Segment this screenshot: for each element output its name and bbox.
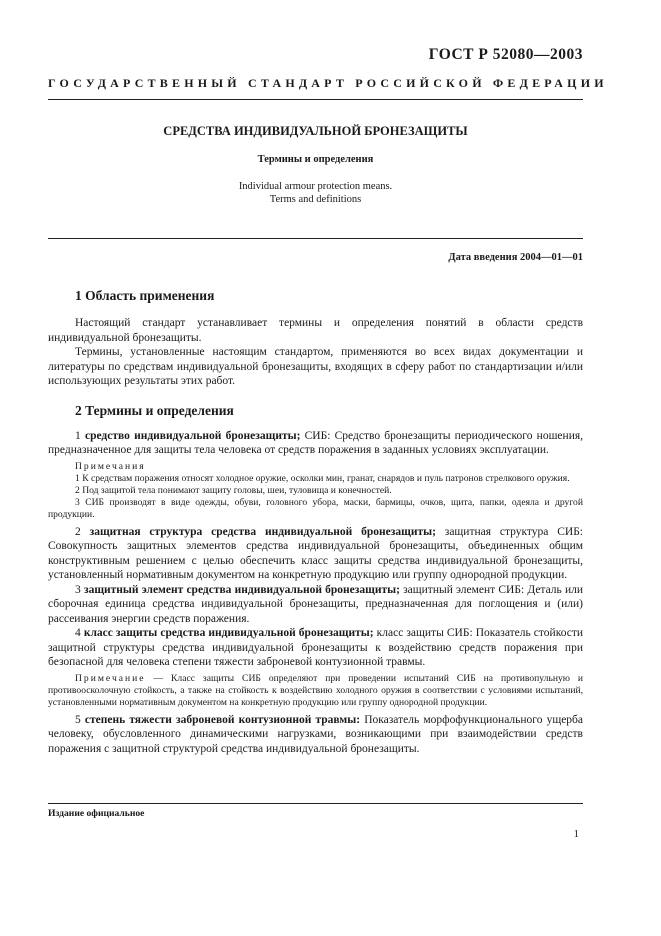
term-1-name: средство индивидуальной бронезащиты;	[84, 429, 301, 442]
footer-rule	[48, 803, 583, 804]
term-3-number: 3	[75, 583, 81, 596]
term-1	[48, 429, 583, 458]
title-rule	[48, 238, 583, 239]
note-1: 1 К средствам поражения относят холодное оружие, осколки мин, гранат, снарядов и пуль патронов стрелкового оружия.	[75, 472, 570, 484]
term-3-name: защитный элемент средства индивидуальной бронезащиты;	[83, 583, 400, 596]
term-2-definition: защитная структура СИБ: Совокупность защитных элементов средства индивидуальной бронезащиты, объединенных общим конструктивным решением с целью обеспечить класс защиты средства индивидуальной бронезащиты, установленный нормативным документом на конкретную продукцию или группу однородной продукции.	[48, 525, 584, 581]
term-4-name: класс защиты средства индивидуальной бронезащиты;	[83, 627, 374, 639]
term-1-definition: СИБ: Средство бронезащиты периодического ношения, предназначенное для защиты тела человека от средств поражения в заданных условиях эксплуатации.	[48, 429, 584, 456]
page-number: 1	[573, 828, 579, 840]
section-1-paragraph-1: Настоящий стандарт устанавливает термины и определения понятий в области средств индивидуальной бронезащиты.	[48, 317, 583, 344]
term-3	[48, 583, 583, 627]
term-4-number: 4	[75, 627, 81, 639]
national-standard-banner: ГОСУДАРСТВЕННЫЙ СТАНДАРТ РОССИЙСКОЙ ФЕДЕРАЦИИ	[48, 76, 608, 90]
introduction-date: Дата введения 2004—01—01	[448, 252, 583, 263]
term-5-number: 5	[75, 713, 81, 726]
english-title-line2: Terms and definitions	[269, 194, 362, 205]
term-4	[48, 626, 583, 670]
document-title: СРЕДСТВА ИНДИВИДУАЛЬНОЙ БРОНЕЗАЩИТЫ	[163, 124, 468, 138]
term-5-name: степень тяжести заброневой контузионной травмы:	[84, 713, 361, 726]
section-1-paragraph-2: Термины, установленные настоящим стандартом, применяются во всех видах документации и литературы по средствам индивидуальной бронезащиты, входящих в сферу работ по стандартизации и/или использующих результаты этих работ.	[48, 346, 583, 387]
term-3-definition: защитный элемент СИБ: Деталь или сборочная единица средства индивидуальной бронезащиты, предназначенная для поглощения и (или) рассеивания энергии средств поражения.	[48, 583, 584, 625]
document-subtitle: Термины и определения	[257, 154, 374, 165]
term-4-note	[48, 673, 583, 709]
english-title-line1: Individual armour protection means.	[238, 181, 393, 192]
note-3: 3 СИБ производят в виде одежды, обуви, головного убора, маски, бармицы, очков, щита, папки, одеяла и другой продукции.	[48, 496, 583, 520]
note-2: 2 Под защитой тела понимают защиту головы, шеи, туловища и конечностей.	[75, 484, 392, 496]
document-body	[48, 286, 583, 756]
notes-heading: Примечания	[75, 460, 146, 472]
term-2-name: защитная структура средства индивидуальной бронезащиты;	[89, 525, 436, 538]
section-2-heading: 2 Термины и определения	[75, 402, 234, 418]
term-4-note-text: — Класс защиты СИБ определяют при проведении испытаний СИБ на противопульную и противоосколочную стойкость, а также на стойкость к воздействию холодного оружия в соответствии с условиями испытаний, установленными нормативным документом на конкретную продукцию или группу однородной продукции.	[48, 672, 583, 708]
term-4-definition: класс защиты СИБ: Показатель стойкости защитной структуры средства индивидуальной бронезащиты к воздействию средств поражения при безопасной для человека степени тяжести заброневой контузионной травмы.	[48, 627, 584, 668]
term-5-definition: Показатель морфофункционального ущерба человеку, обусловленного динамическими нагрузками, возникающими при взаимодействии средств поражения с защитной структурой средства индивидуальной бронезащиты.	[48, 713, 584, 755]
official-edition-label: Издание официальное	[48, 808, 145, 819]
document-id: ГОСТ Р 52080—2003	[428, 46, 583, 63]
term-1-number: 1	[75, 429, 81, 442]
header-rule	[48, 99, 583, 100]
term-2	[48, 525, 583, 583]
term-4-note-label: Примечание	[75, 672, 146, 684]
english-title	[48, 180, 583, 206]
term-2-number: 2	[75, 525, 81, 538]
section-1-heading: 1 Область применения	[75, 288, 215, 303]
term-5	[48, 713, 583, 757]
